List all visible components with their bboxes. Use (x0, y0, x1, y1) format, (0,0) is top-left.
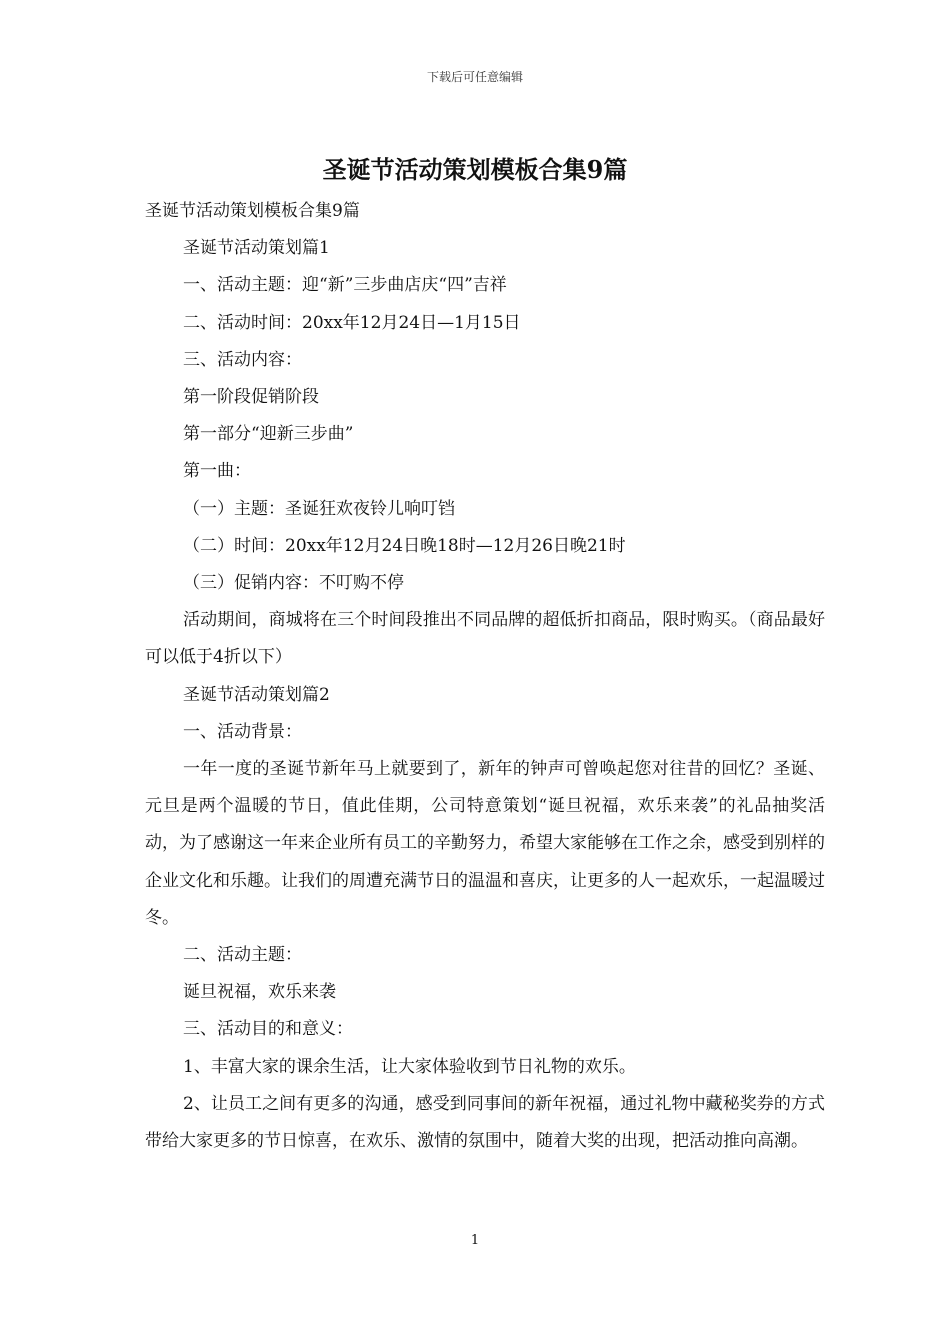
paragraph: 一、活动主题：迎“新”三步曲店庆“四”吉祥 (183, 275, 507, 296)
paragraph: 诞旦祝福，欢乐来袭 (183, 982, 336, 1003)
paragraph: 第一阶段促销阶段 (183, 387, 319, 408)
paragraph: 活动期间，商城将在三个时间段推出不同品牌的超低折扣商品，限时购买。（商品最好可以低于4折以下） (145, 610, 825, 668)
header-note: 下载后可任意编辑 (426, 70, 523, 84)
document-body (145, 193, 825, 1160)
subtitle-paragraph: 圣诞节活动策划模板合集9篇 (145, 201, 360, 221)
paragraph: 三、活动目的和意义： (183, 1019, 353, 1040)
paragraph: 二、活动主题： (183, 945, 302, 966)
paragraph: 第一曲： (183, 461, 251, 482)
paragraph: 第一部分“迎新三步曲” (183, 424, 354, 445)
paragraph: 2、让员工之间有更多的沟通，感受到同事间的新年祝福，通过礼物中藏秘奖券的方式带给大家更多的节日惊喜，在欢乐、激情的氛围中，随着大奖的出现，把活动推向高潮。 (145, 1093, 825, 1152)
paragraph: 一、活动背景： (183, 721, 302, 742)
paragraph: 二、活动时间：20xx年12月24日—1月15日 (183, 312, 521, 333)
paragraph: （三）促销内容：不叮购不停 (183, 573, 404, 594)
paragraph: 1、丰富大家的课余生活，让大家体验收到节日礼物的欢乐。 (183, 1056, 636, 1077)
paragraph: （一）主题：圣诞狂欢夜铃儿响叮铛 (183, 498, 455, 519)
paragraph: （二）时间：20xx年12月24日晚18时—12月26日晚21时 (183, 535, 626, 556)
section-heading: 圣诞节活动策划篇1 (183, 238, 330, 259)
paragraph: 一年一度的圣诞节新年马上就要到了，新年的钟声可曾唤起您对往昔的回忆？圣诞、元旦是两个温暖的节日，值此佳期，公司特意策划“诞旦祝福，欢乐来袭”的礼品抽奖活动，为了感谢这一年来企业所有员工的辛勤努力，希望大家能够在工作之余，感受到别样的企业文化和乐趣。让我们的周遭充满节日的温温和喜庆，让更多的人一起欢乐，一起温暖过冬。 (145, 759, 825, 928)
section-heading: 圣诞节活动策划篇2 (183, 684, 330, 705)
paragraph: 三、活动内容： (183, 349, 302, 370)
document-title: 圣诞节活动策划模板合集9篇 (322, 155, 628, 184)
page-number: 1 (470, 1233, 480, 1248)
